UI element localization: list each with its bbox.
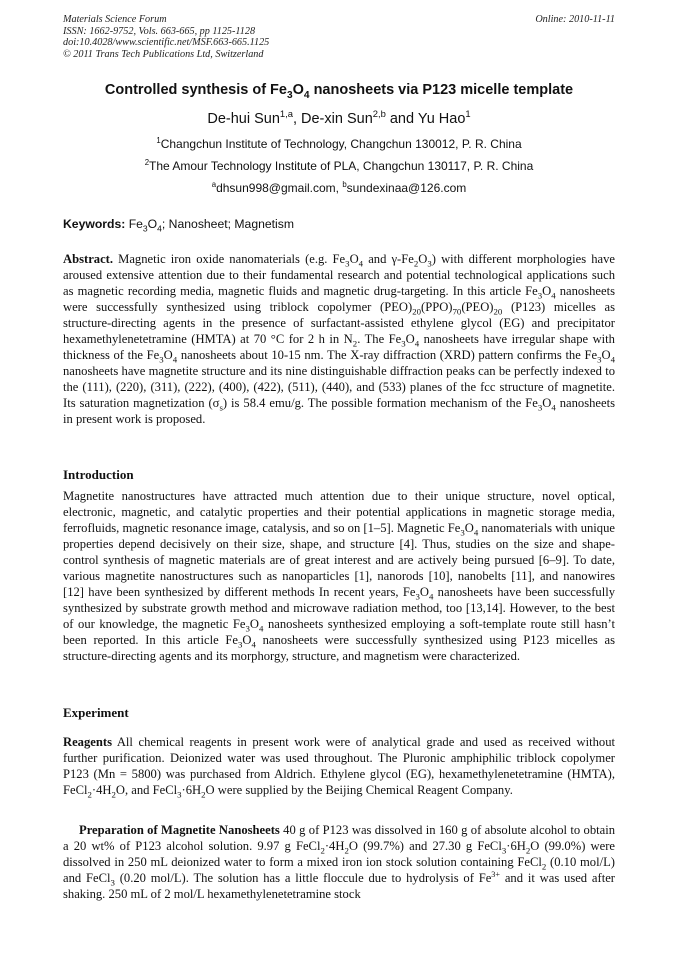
reagents-label: Reagents bbox=[63, 735, 112, 749]
online-date: Online: 2010-11-11 bbox=[535, 14, 615, 25]
doi-line: doi:10.4028/www.scientific.net/MSF.663-665.1125 bbox=[63, 37, 270, 48]
section-heading-introduction: Introduction bbox=[63, 467, 134, 482]
keywords-label: Keywords: bbox=[63, 217, 126, 231]
copyright-line: © 2011 Trans Tech Publications Ltd, Switzerland bbox=[63, 48, 264, 60]
affiliation-2: $^2$The Amour Technology Institute of PLA, Changchun 130117, P. R. China bbox=[144, 158, 534, 173]
abstract-paragraph: Abstract. Magnetic iron oxide nanomaterials (e.g. $Fe_3O_4$ and $\gamma-Fe_2O_3$) with different morphologies have aroused extensive attention due to their fundamental research and potential technological applications such as magnetic recording media, magnetic fluids and magnetic drug-targeting. In this article $Fe_3O_4$ nanosheets were successfully synthesized using triblock copolymer $(PEO)_{20}(PPO)_{70}(PEO)_{20}$ (P123) micelles as structure-directing agents in the presence of surfactant-assisted ethylene glycol (EG) and precipitator hexamethylenetetramine (HMTA) at 70 °C for 2 h in $N_2$. The $Fe_3O_4$ nanosheets have irregular shape with thickness of the $Fe_3O_4$ nanosheets about 10-15 nm. The X-ray diffraction (XRD) pattern confirms the $Fe_3O_4$ nanosheets have magnetite structure and its nine distinguishable diffraction peaks can be perfectly indexed to the (111), (220), (311), (222), (400), (422), (511), (440), and (533) planes of the fcc structure of magnetite. Its saturation magnetization $(\sigma_s)$ is 58.4 emu/g. The possible formation mechanism of the $Fe_3O_4$ nanosheets in present work is proposed. bbox=[63, 252, 615, 426]
abstract-label: Abstract. bbox=[63, 252, 114, 266]
introduction-paragraph: Magnetite nanostructures have attracted much attention due to their unique structure, novel optical, electronic, magnetic, and catalytic properties and their potential applications in magnetic storage media, ferrofluids, magnetic resonance image, catalysis, and so on [1–5]. Magnetic $Fe_3O_4$ nanomaterials with unique properties depend decisively on their size, shape, and structure [4]. Thus, studies on the size and shape-control synthesis of magnetic materials are of great interest and are actively being pursued [6–9]. To date, various magnetite nanostructures such as nanoparticles [1], nanorods [10], nanobelts [11], and nanowires [12] have been synthesized by different methods In recent years, $Fe_3O_4$ nanosheets have been successfully synthesized by substrate growth method and microwave radiation method, too [13,14]. However, to the best of our knowledge, the magnetic $Fe_3O_4$ nanosheets synthesized employing a soft-template route still hasn’t been reported. In this article $Fe_3O_4$ nanosheets were successfully synthesized using P123 micelles as structure-directing agents and its morphorgy, structure, and magnetism were characterized. bbox=[63, 489, 615, 663]
paper-title: Controlled synthesis of $Fe_3O_4$ nanosheets via P123 micelle template bbox=[104, 82, 574, 101]
author-name: De-hui Sun bbox=[207, 111, 280, 127]
keywords: Keywords: $Fe_3O_4$; Nanosheet; Magnetism bbox=[63, 217, 295, 234]
journal-name: Materials Science Forum bbox=[63, 14, 167, 25]
author-emails: $^a$dhsun998@gmail.com, $^b$sundexinaa@126.com bbox=[211, 180, 467, 195]
issn-line: ISSN: 1662-9752, Vols. 663-665, pp 1125-1128 bbox=[63, 25, 256, 37]
section-heading-experiment: Experiment bbox=[63, 705, 129, 720]
affiliation-1: $^1$Changchun Institute of Technology, Changchun 130012, P. R. China bbox=[156, 136, 522, 151]
preparation-label: Preparation of Magnetite Nanosheets bbox=[79, 823, 280, 837]
author-list: De-hui Sun$^{1,a}$, De-xin Sun$^{2,b}$ and Yu Hao$^1$ bbox=[207, 108, 471, 127]
journal-header bbox=[63, 14, 615, 60]
preparation-paragraph: Preparation of Magnetite Nanosheets 40 g of P123 was dissolved in 160 g of absolute alcohol to obtain a 20 wt% of P123 alcohol solution. 9.97 g $FeCl_2\cdot 4H_2O$ (99.7%) and 27.30 g $FeCl_3\cdot 6H_2O$ (99.0%) were dissolved in 250 mL deionized water to form a mixed iron ion stock solution containing FeCl$_2$ (0.10 mol/L) and FeCl$_3$ (0.20 mol/L). The solution has a little floccule due to hydrolysis of $Fe^{3+}$ and it was used after shaking. 250 mL of 2 mol/L hexamethylenetetramine stock bbox=[63, 823, 615, 901]
reagents-paragraph: Reagents All chemical reagents in present work were of analytical grade and used as received without further purification. Deionized water was used throughout. The Pluronic amphiphilic triblock copolymer P123 (Mn = 5800) was purchased from Aldrich. Ethylene glycol (EG), hexamethylenetetramine (HMTA), $FeCl_2\cdot 4H_2O$, and $FeCl_3\cdot 6H_2O$ were supplied by the Beijing Chemical Reagent Company. bbox=[63, 735, 615, 800]
